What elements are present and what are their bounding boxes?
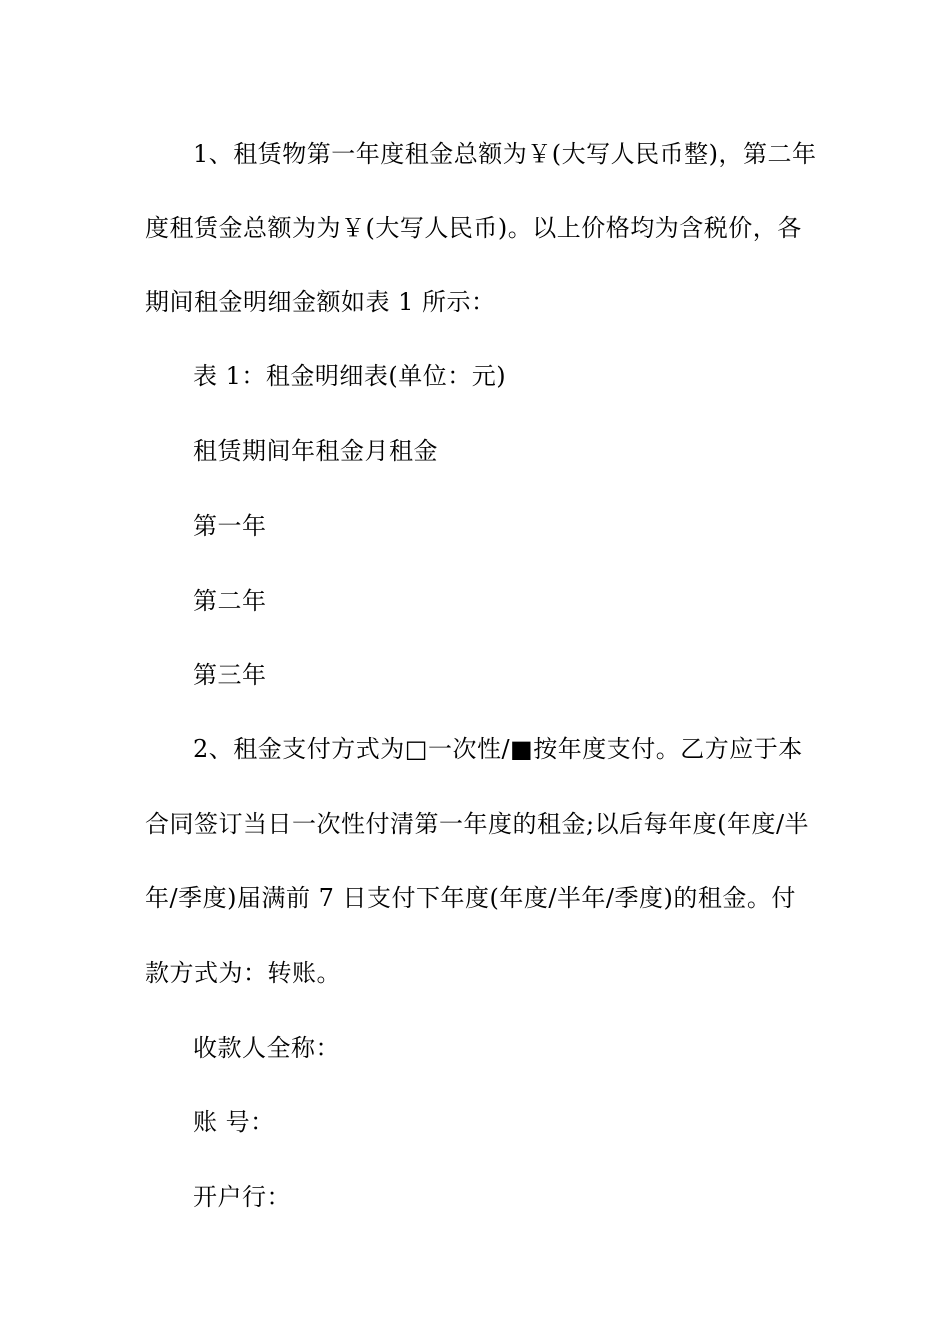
paragraph-2-line-2: 合同签订当日一次性付清第一年度的租金;以后每年度(年度/半 — [145, 810, 810, 838]
table-row-year-3: 第三年 — [193, 661, 267, 689]
table-header-row: 租赁期间年租金月租金 — [193, 437, 438, 465]
table-caption: 表 1：租金明细表(单位：元) — [193, 362, 507, 390]
table-row-year-1: 第一年 — [193, 512, 267, 540]
paragraph-2-line-3: 年/季度)届满前 7 日支付下年度(年度/半年/季度)的租金。付 — [145, 884, 796, 912]
paragraph-1-line-1: 1、租赁物第一年度租金总额为￥(大写人民币整)，第二年 — [193, 140, 817, 168]
paragraph-2-line-1: 2、租金支付方式为□一次性/■按年度支付。乙方应于本 — [193, 735, 803, 763]
paragraph-2-line-4: 款方式为：转账。 — [145, 959, 341, 987]
account-number-field: 账 号： — [193, 1108, 275, 1136]
payee-name-field: 收款人全称： — [193, 1034, 340, 1062]
paragraph-1-line-2: 度租赁金总额为为￥(大写人民币)。以上价格均为含税价，各 — [145, 214, 802, 242]
paragraph-1-line-3: 期间租金明细金额如表 1 所示： — [145, 288, 496, 316]
bank-field: 开户行： — [193, 1183, 291, 1211]
table-row-year-2: 第二年 — [193, 587, 267, 615]
